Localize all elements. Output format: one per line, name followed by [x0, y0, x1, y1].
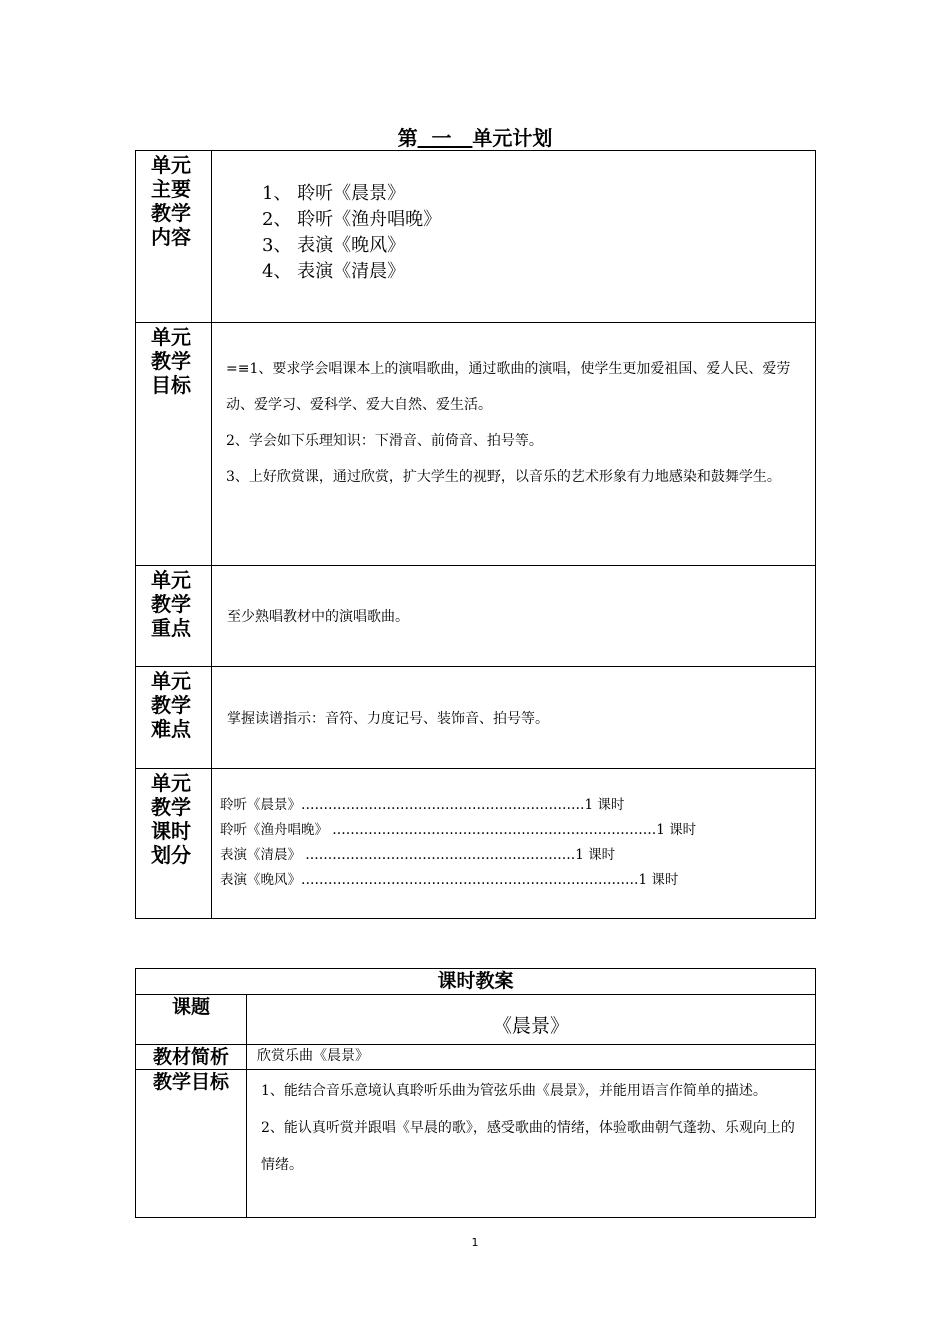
- schedule-item: 表演《晚风》…………………………………………………………………1 课时: [220, 872, 679, 888]
- lesson-goals-row: [136, 1070, 816, 1218]
- row-label-focus: 单元 教学 重点: [136, 566, 212, 667]
- list-item: 2、 聆听《渔舟唱晚》: [262, 209, 442, 230]
- schedule-item: 聆听《渔舟唱晚》 ………………………………………………………………1 课时: [220, 822, 697, 838]
- goals-cell: [212, 323, 816, 566]
- schedule-cell: [212, 769, 816, 919]
- list-item: 3、 表演《晚风》: [262, 235, 406, 256]
- goal-paragraph: =≡1、要求学会唱课本上的演唱歌曲，通过歌曲的演唱，使学生更加爱祖国、爱人民、爱劳动、爱学习、爱科学、爱大自然、爱生活。: [226, 361, 791, 413]
- row-difficulty: [136, 667, 816, 769]
- lesson-topic-row: [136, 995, 816, 1045]
- topic-label: 课题: [136, 995, 247, 1045]
- row-label-difficulty: 单元 教学 难点: [136, 667, 212, 769]
- row-schedule: [136, 769, 816, 919]
- schedule-item: 表演《清晨》 ……………………………………………………1 课时: [220, 847, 616, 863]
- lesson-goal: 1、能结合音乐意境认真聆听乐曲为管弦乐曲《晨景》，并能用语言作简单的描述。: [261, 1083, 767, 1099]
- difficulty-text: 掌握读谱指示：音符、力度记号、装饰音、拍号等。: [227, 710, 549, 727]
- unit-plan-title: [0, 122, 950, 151]
- content-cell: [212, 151, 816, 323]
- lesson-material-row: [136, 1045, 816, 1070]
- lesson-goals-cell: [247, 1070, 816, 1218]
- page-number: 1: [471, 1236, 479, 1249]
- lesson-goal: 2、能认真听赏并跟唱《早晨的歌》，感受歌曲的情绪，体验歌曲朝气蓬勃、乐观向上的情绪。: [261, 1120, 795, 1173]
- row-label-schedule: 单元 教学 课时 划分: [136, 769, 212, 919]
- title-suffix: 单元计划: [472, 126, 553, 150]
- schedule-item: 聆听《晨景》………………………………………………………1 课时: [220, 797, 625, 813]
- material-value: 欣赏乐曲《晨景》: [247, 1045, 816, 1070]
- focus-text: 至少熟唱教材中的演唱歌曲。: [227, 609, 409, 625]
- row-focus: [136, 566, 816, 667]
- list-item: 4、 表演《清晨》: [262, 261, 406, 282]
- lesson-caption: 课时教案: [136, 969, 816, 995]
- row-goals: [136, 323, 816, 566]
- title-prefix: 第: [397, 126, 418, 150]
- row-content: [136, 151, 816, 323]
- lesson-goals-label: 教学目标: [136, 1070, 247, 1218]
- unit-plan-table: [135, 150, 816, 919]
- list-item: 1、 聆听《晨景》: [262, 183, 406, 204]
- row-label-goals: 单元 教学 目标: [136, 323, 212, 566]
- focus-cell: [212, 566, 816, 667]
- goal-paragraph: 2、学会如下乐理知识：下滑音、前倚音、拍号等。: [226, 433, 543, 449]
- row-label-content: 单元 主要 教学 内容: [136, 151, 212, 323]
- difficulty-cell: [212, 667, 816, 769]
- lesson-plan-table: [135, 968, 816, 1218]
- title-unit-number: 一: [431, 126, 452, 150]
- lesson-caption-row: [136, 969, 816, 995]
- topic-value: 《晨景》: [247, 995, 816, 1045]
- material-label: 教材简析: [136, 1045, 247, 1070]
- goal-paragraph: 3、上好欣赏课，通过欣赏，扩大学生的视野，以音乐的艺术形象有力地感染和鼓舞学生。: [226, 469, 781, 485]
